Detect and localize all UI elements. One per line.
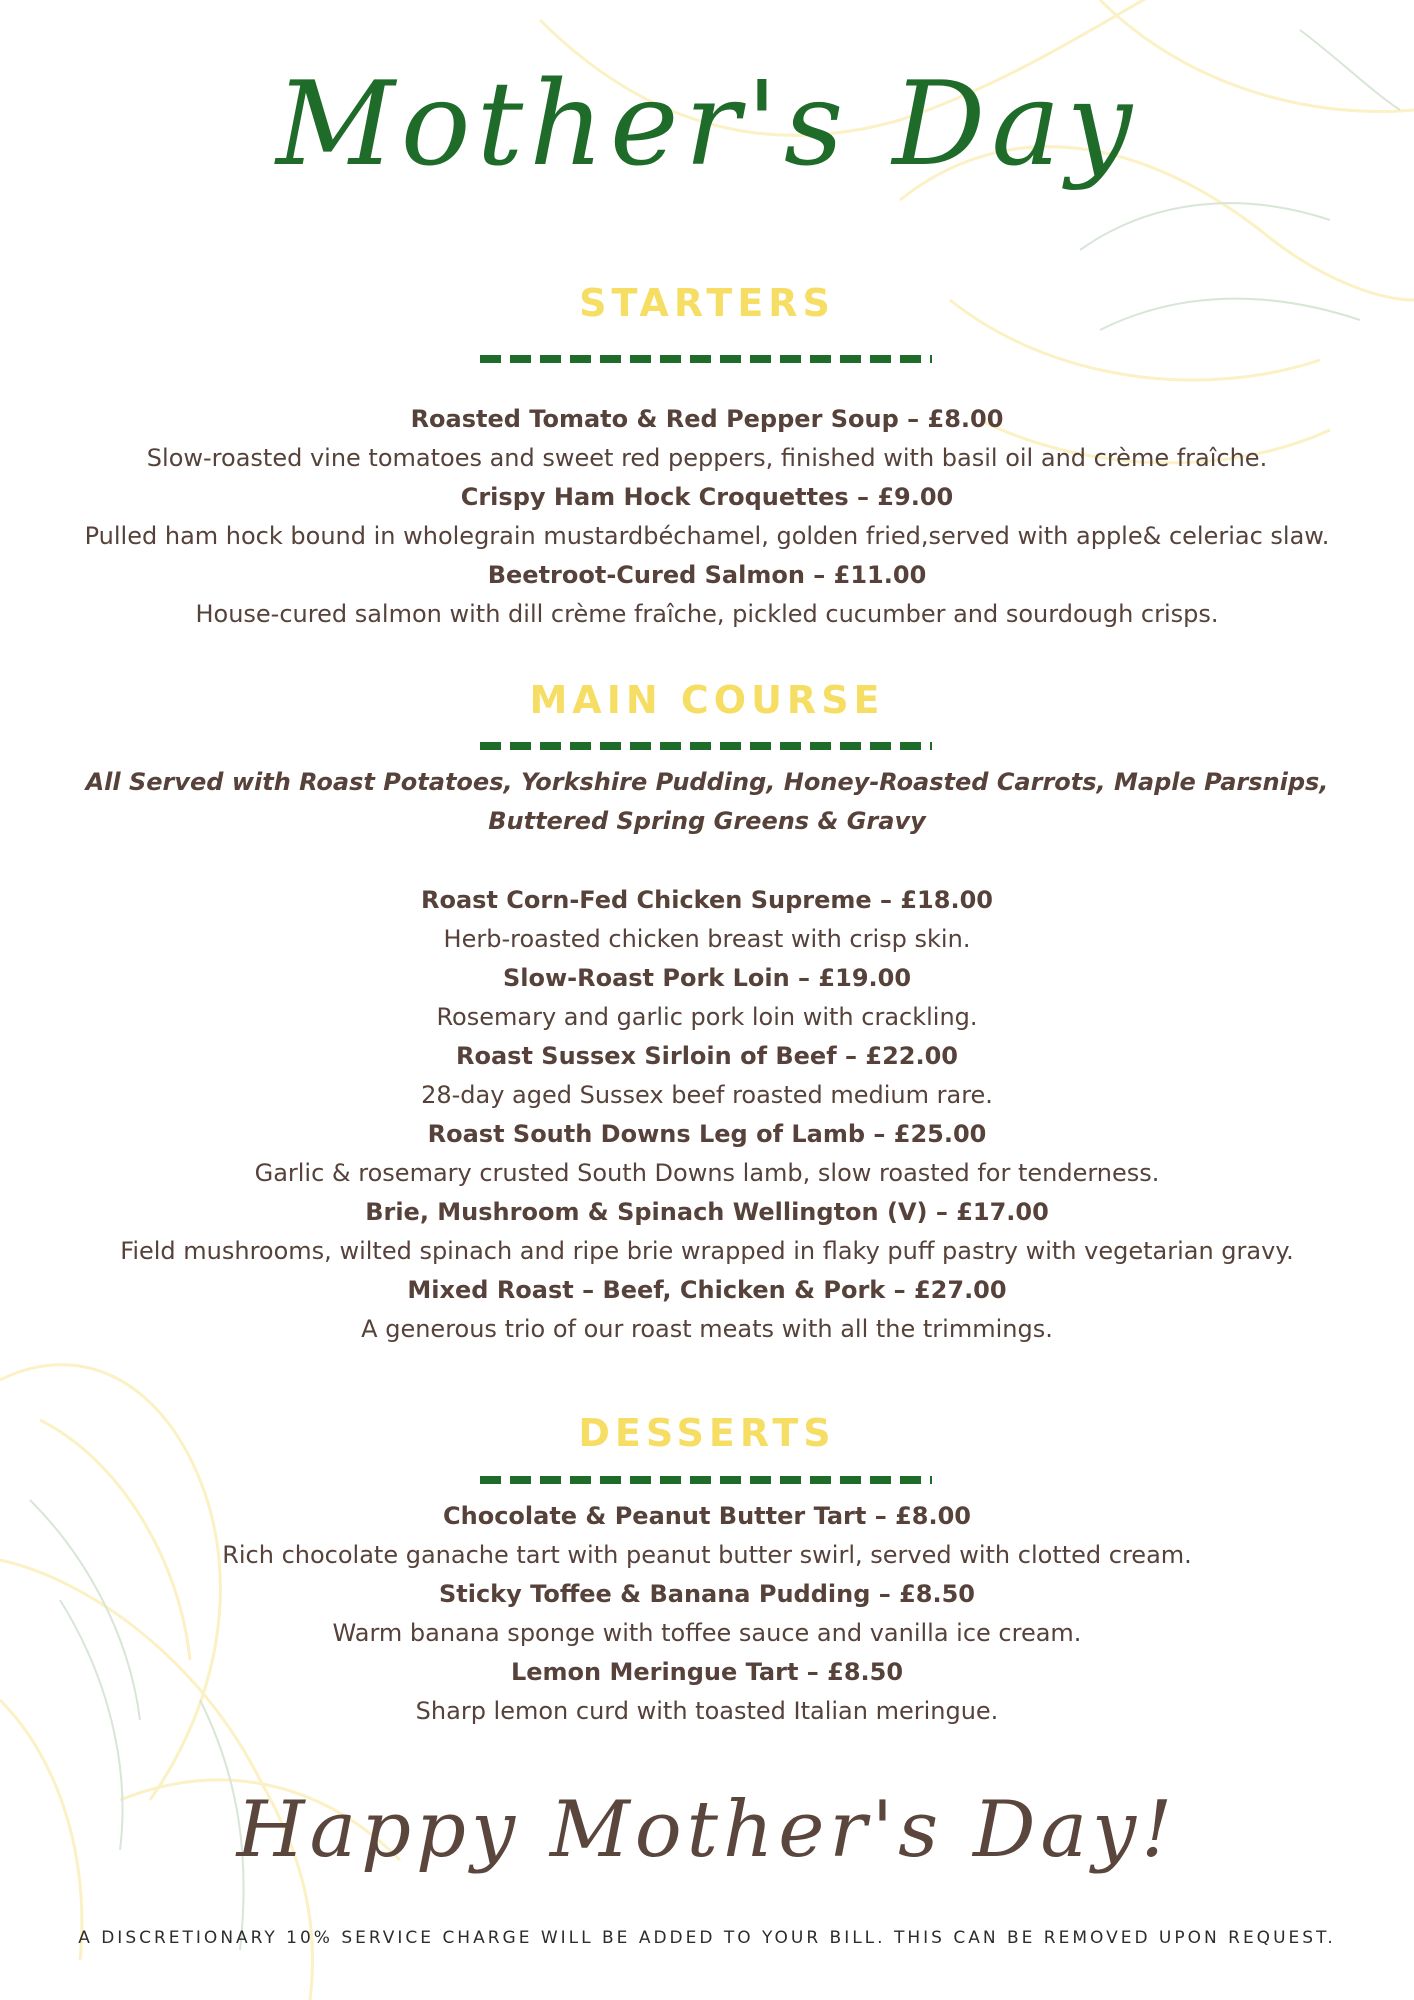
- menu-item-description: 28-day aged Sussex beef roasted medium rare.: [421, 1081, 993, 1109]
- starters-divider: [480, 355, 932, 363]
- signoff-text: Happy Mother's Day!: [236, 1785, 1178, 1875]
- menu-item-description: Warm banana sponge with toffee sauce and vanilla ice cream.: [332, 1619, 1082, 1647]
- desserts-heading: DESSERTS: [578, 1411, 836, 1455]
- page-title: Mother's Day: [275, 57, 1139, 192]
- menu-item-name: Crispy Ham Hock Croquettes – £9.00: [460, 483, 954, 511]
- menu-item-name: Beetroot-Cured Salmon – £11.00: [487, 561, 927, 589]
- menu-item-description: Pulled ham hock bound in wholegrain mustardbéchamel, golden fried,served with apple& celeriac slaw.: [84, 522, 1330, 550]
- main-course-heading: MAIN COURSE: [529, 678, 885, 722]
- menu-item-description: Herb-roasted chicken breast with crisp skin.: [443, 925, 971, 953]
- main-course-note: All Served with Roast Potatoes, Yorkshire Pudding, Honey-Roasted Carrots, Maple Parsnips,: [85, 768, 1329, 796]
- main-course-note: Buttered Spring Greens & Gravy: [488, 807, 926, 835]
- main-course-divider: [480, 742, 932, 750]
- menu-item-name: Roast Sussex Sirloin of Beef – £22.00: [456, 1042, 958, 1070]
- menu-item-description: Rosemary and garlic pork loin with crackling.: [436, 1003, 978, 1031]
- menu-item-description: Rich chocolate ganache tart with peanut butter swirl, served with clotted cream.: [222, 1541, 1192, 1569]
- menu-item-name: Roast Corn-Fed Chicken Supreme – £18.00: [421, 886, 993, 914]
- menu-item-name: Roast South Downs Leg of Lamb – £25.00: [427, 1120, 987, 1148]
- desserts-divider: [480, 1476, 932, 1484]
- menu-item-name: Sticky Toffee & Banana Pudding – £8.50: [438, 1580, 976, 1608]
- menu-item-name: Chocolate & Peanut Butter Tart – £8.00: [443, 1502, 971, 1530]
- menu-item-name: Roasted Tomato & Red Pepper Soup – £8.00: [410, 405, 1004, 433]
- menu-item-description: Field mushrooms, wilted spinach and ripe brie wrapped in flaky puff pastry with vegetarian gravy.: [120, 1237, 1294, 1265]
- menu-item-name: Brie, Mushroom & Spinach Wellington (V) – £17.00: [365, 1198, 1049, 1226]
- menu-item-description: A generous trio of our roast meats with all the trimmings.: [361, 1315, 1053, 1343]
- service-charge-notice: A DISCRETIONARY 10% SERVICE CHARGE WILL BE ADDED TO YOUR BILL. THIS CAN BE REMOVED UPON REQUEST.: [78, 1928, 1336, 1948]
- menu-item-description: Garlic & rosemary crusted South Downs lamb, slow roasted for tenderness.: [254, 1159, 1160, 1187]
- menu-item-description: Sharp lemon curd with toasted Italian meringue.: [415, 1697, 999, 1725]
- menu-item-name: Lemon Meringue Tart – £8.50: [510, 1658, 904, 1686]
- menu-item-name: Slow-Roast Pork Loin – £19.00: [502, 964, 912, 992]
- starters-heading: STARTERS: [579, 281, 835, 325]
- menu-item-name: Mixed Roast – Beef, Chicken & Pork – £27.00: [407, 1276, 1007, 1304]
- menu-item-description: Slow-roasted vine tomatoes and sweet red peppers, finished with basil oil and crème fraîche.: [146, 444, 1268, 472]
- menu-item-description: House-cured salmon with dill crème fraîche, pickled cucumber and sourdough crisps.: [195, 600, 1219, 628]
